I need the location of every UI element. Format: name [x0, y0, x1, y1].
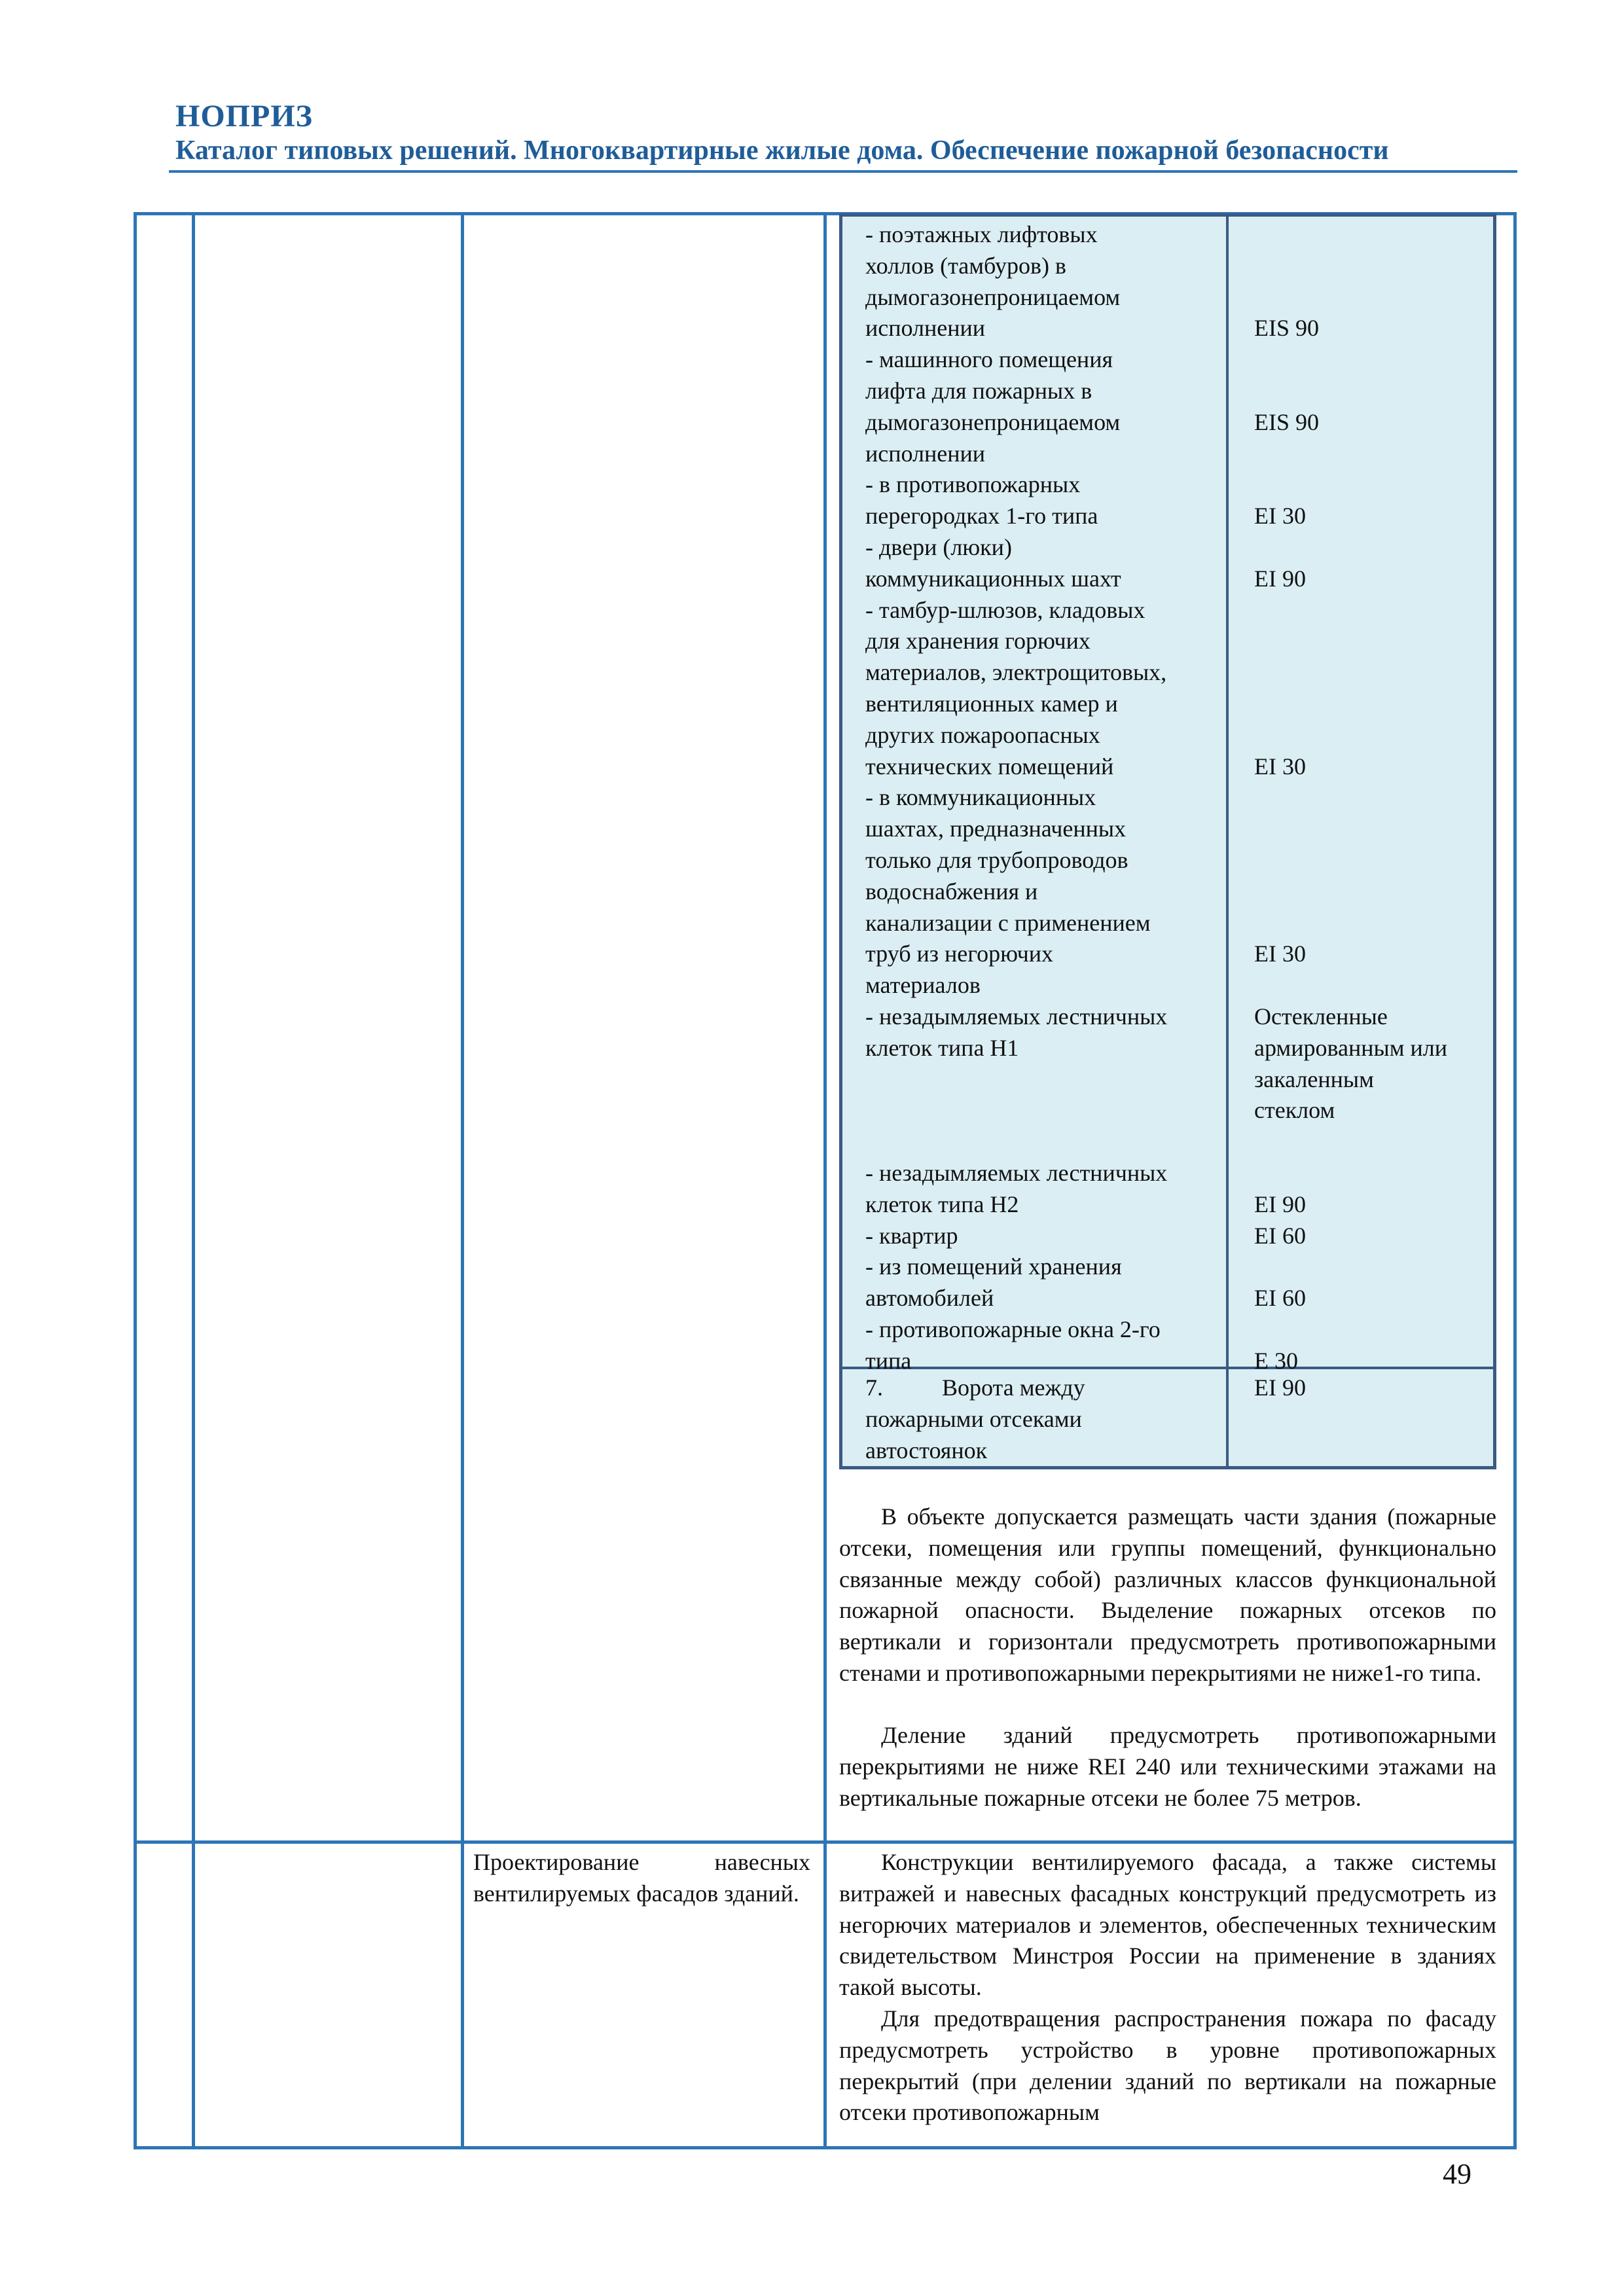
- row2-paragraph-2: Для предотвращения распространения пожара по фасаду предусмотреть устройство в уровне противопожарных перекрытий (при делении зданий по вертикали на пожарные отсеки противопожарным: [839, 2005, 1496, 2126]
- list-line: шахтах, предназначенных: [865, 816, 1127, 842]
- table-col-divider-1: [192, 212, 195, 2149]
- list-line: лифта для пожарных в: [865, 377, 1092, 404]
- header-subtitle: Каталог типовых решений. Многоквартирные жилые дома. Обеспечение пожарной безопасности: [175, 135, 1389, 166]
- fire-rating-value: армированным или: [1254, 1034, 1447, 1061]
- fire-rating-value: EI 30: [1254, 503, 1306, 529]
- row2-paragraph-1: Конструкции вентилируемого фасада, а также системы витражей и навесных фасадных конструкций предусмотреть из негорючих материалов и элементов, обеспеченных техническим свидетельством Минстроя России на применение в зданиях такой высоты.: [839, 1849, 1496, 2001]
- table-col-divider-2: [461, 212, 464, 2149]
- list-line: клеток типа Н2: [865, 1191, 1019, 1217]
- list-line: труб из негорючих: [865, 941, 1054, 967]
- fire-rating-value: EI 30: [1254, 941, 1306, 967]
- list-line: дымогазонепроницаемом: [865, 283, 1121, 310]
- fire-rating-value: E 30: [1254, 1347, 1298, 1374]
- list-line: - в коммуникационных: [865, 784, 1096, 811]
- inner-table-list: [865, 219, 1219, 1376]
- fire-rating-value: EIS 90: [1254, 408, 1319, 435]
- list-line: клеток типа Н1: [865, 1034, 1019, 1061]
- list-line: - незадымляемых лестничных: [865, 1159, 1168, 1186]
- list-line: - тамбур-шлюзов, кладовых: [865, 596, 1146, 623]
- fire-rating-value: EI 60: [1254, 1285, 1306, 1312]
- list-line: водоснабжения и: [865, 878, 1038, 905]
- page-number: 49: [1443, 2158, 1471, 2190]
- list-line: материалов, электрощитовых,: [865, 659, 1167, 686]
- list-line: - в противопожарных: [865, 471, 1081, 498]
- fire-rating-value: EI 90: [1254, 1191, 1306, 1217]
- list-line: коммуникационных шахт: [865, 565, 1121, 592]
- list-line: материалов: [865, 972, 981, 999]
- list-line: дымогазонепроницаемом: [865, 408, 1121, 435]
- list-line: [865, 1064, 1219, 1096]
- row7-value: EI 90: [1254, 1374, 1306, 1401]
- inner-table-col-divider: [1226, 213, 1229, 1469]
- list-line: типа: [865, 1347, 912, 1374]
- list-line: - незадымляемых лестничных: [865, 1003, 1168, 1030]
- list-line: исполнении: [865, 315, 986, 342]
- fire-rating-value: EI 60: [1254, 1222, 1306, 1249]
- list-line: для хранения горючих: [865, 628, 1091, 655]
- list-line: исполнении: [865, 440, 986, 467]
- row7-line: автостоянок: [865, 1437, 988, 1463]
- paragraph-1: В объекте допускается размещать части здания (пожарные отсеки, помещения или группы помещений, функционально связанные между собой) различных классов функциональной пожарной опасности. Выделение пожарных отсеков по вертикали и горизонтали предусмотреть противопожарными стенами и противопожарными перекрытиями не ниже1-го типа.: [839, 1503, 1496, 1686]
- table-col-divider-3: [823, 212, 827, 2149]
- fire-rating-value: стеклом: [1254, 1097, 1335, 1124]
- paragraph-2: Деление зданий предусмотреть противопожарными перекрытиями не ниже REI 240 или техническими этажами на вертикальные пожарные отсеки не более 75 метров.: [839, 1722, 1496, 1811]
- list-line: [865, 1126, 1219, 1158]
- inner-table-row7: [865, 1372, 1219, 1466]
- header-rule: [169, 170, 1517, 173]
- row7-line: 7. Ворота между: [865, 1374, 1085, 1401]
- table-bottom-border: [134, 2146, 1517, 2149]
- list-line: только для трубопроводов: [865, 846, 1128, 873]
- list-line: вентиляционных камер и: [865, 690, 1118, 717]
- fire-rating-value: EI 30: [1254, 753, 1306, 780]
- list-line: автомобилей: [865, 1285, 994, 1312]
- list-line: технических помещений: [865, 753, 1114, 780]
- table-right-border: [1513, 212, 1517, 2149]
- list-line: - противопожарные окна 2-го: [865, 1316, 1161, 1342]
- list-line: холлов (тамбуров) в: [865, 252, 1066, 279]
- list-line: - из помещений хранения: [865, 1253, 1122, 1280]
- list-line: [865, 1095, 1219, 1126]
- list-line: - квартир: [865, 1222, 958, 1249]
- list-line: других пожароопасных: [865, 721, 1100, 748]
- row2-left-text: Проектирование навесных вентилируемых фасадов зданий.: [473, 1849, 810, 1907]
- row7-line: пожарными отсеками: [865, 1405, 1082, 1432]
- list-line: - машинного помещения: [865, 346, 1113, 373]
- fire-rating-value: EI 90: [1254, 565, 1306, 592]
- fire-rating-value: закаленным: [1254, 1066, 1374, 1092]
- table-left-border: [134, 212, 137, 2149]
- table-row-divider: [134, 1840, 1517, 1844]
- fire-rating-value: Остекленные: [1254, 1003, 1388, 1030]
- header-org: НОПРИЗ: [175, 99, 313, 134]
- list-line: канализации с применением: [865, 909, 1151, 936]
- list-line: - двери (люки): [865, 533, 1012, 560]
- fire-rating-value: EIS 90: [1254, 315, 1319, 342]
- list-line: перегородках 1-го типа: [865, 503, 1098, 529]
- list-line: - поэтажных лифтовых: [865, 221, 1098, 247]
